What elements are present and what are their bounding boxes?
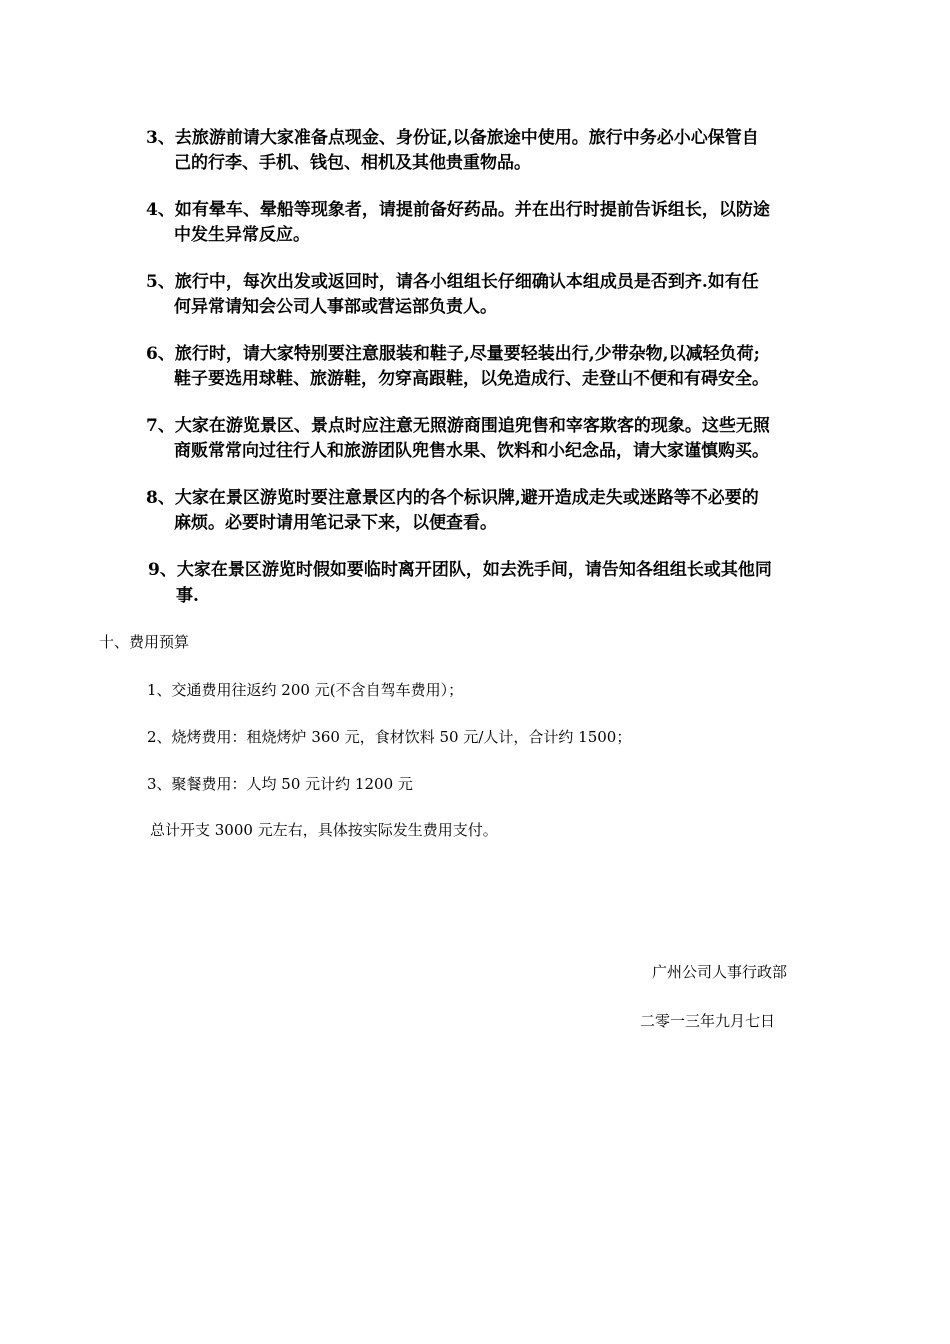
notice-item-line: 6、旅行时，请大家特别要注意服装和鞋子,尽量要轻装出行,少带杂物,以减轻负荷; <box>146 344 760 364</box>
budget-item: 3、聚餐费用：人均 50 元计约 1200 元 <box>147 775 413 793</box>
notice-item-line: 3、去旅游前请大家准备点现金、身份证,以备旅途中使用。旅行中务必小心保管自 <box>146 128 759 148</box>
notice-item-line: 4、如有晕车、晕船等现象者，请提前备好药品。并在出行时提前告诉组长，以防途 <box>146 200 770 220</box>
notice-item-line: 商贩常常向过往行人和旅游团队兜售水果、饮料和小纪念品，请大家谨慎购买。 <box>174 441 769 461</box>
budget-total: 总计开支 3000 元左右，具体按实际发生费用支付。 <box>150 821 498 839</box>
budget-heading: 十、费用预算 <box>99 633 190 651</box>
notice-item-line: 鞋子要选用球鞋、旅游鞋，勿穿高跟鞋，以免造成行、走登山不便和有碍安全。 <box>174 369 769 389</box>
notice-item-line: 何异常请知会公司人事部或营运部负责人。 <box>174 297 497 317</box>
notice-item-line: 5、旅行中，每次出发或返回时，请各小组组长仔细确认本组成员是否到齐.如有任 <box>146 272 759 292</box>
notice-item-line: 己的行李、手机、钱包、相机及其他贵重物品。 <box>174 153 531 173</box>
signature-date: 二零一三年九月七日 <box>640 1012 776 1030</box>
notice-item-line: 8、大家在景区游览时要注意景区内的各个标识牌,避开造成走失或迷路等不必要的 <box>146 488 759 508</box>
budget-item: 1、交通费用往返约 200 元(不含自驾车费用）； <box>147 681 464 699</box>
notice-item-line: 中发生异常反应。 <box>174 225 310 245</box>
signature-department: 广州公司人事行政部 <box>652 963 788 981</box>
notice-item-line: 麻烦。必要时请用笔记录下来，以便查看。 <box>174 513 497 533</box>
notice-item-line: 9、大家在景区游览时假如要临时离开团队，如去洗手间，请告知各组组长或其他同 <box>148 560 772 580</box>
notice-item-line: 7、大家在游览景区、景点时应注意无照游商围追兜售和宰客欺客的现象。这些无照 <box>146 416 770 436</box>
budget-item: 2、烧烤费用：租烧烤炉 360 元，食材饮料 50 元/人计，合计约 1500； <box>147 728 632 746</box>
notice-item-line: 事. <box>176 586 199 606</box>
